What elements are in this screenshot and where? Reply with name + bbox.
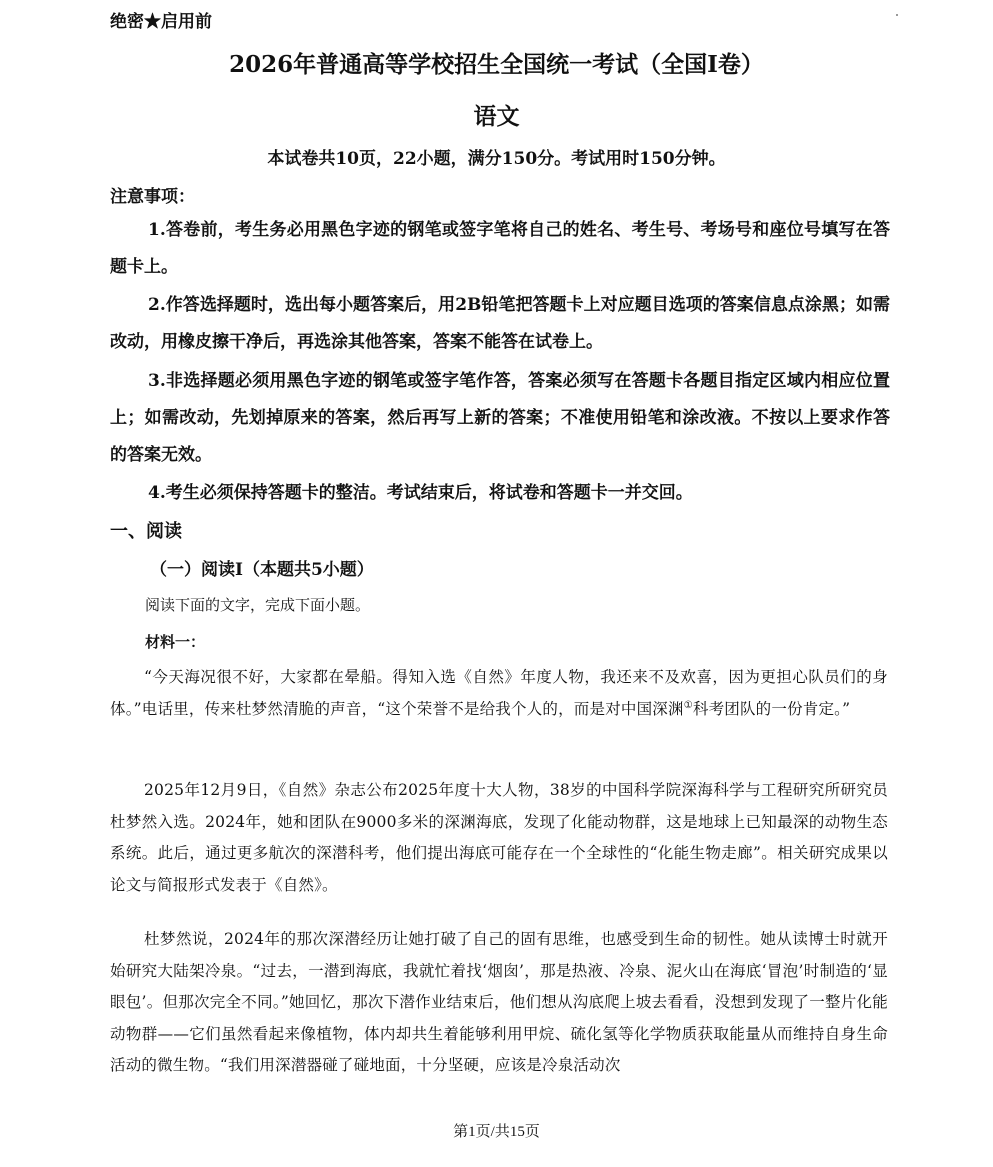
notice-item-2: 2.作答选择题时，选出每小题答案后，用2B铅笔把答题卡上对应题目选项的答案信息点涂黑；如需改动，用橡皮擦干净后，再选涂其他答案，答案不能答在试卷上。 (110, 295, 890, 352)
paragraph-1-text: “今天海况很不好，大家都在晕船。得知入选《自然》年度人物，我还来不及欢喜，因为更担心队员们的身体。”电话里，传来杜梦然清脆的声音，“这个荣誉不是给我个人的，而是对中国深渊 (110, 668, 888, 718)
secret-mark: 绝密★启用前 (110, 12, 212, 32)
subject-title: 语文 (473, 103, 520, 130)
scan-dot (896, 14, 898, 16)
paragraph-1 (110, 662, 888, 725)
subsection-heading: （一）阅读I（本题共5小题） (150, 560, 374, 580)
exam-info: 本试卷共10页，22小题，满分150分。考试用时150分钟。 (267, 149, 726, 169)
paragraph-3: 杜梦然说，2024年的那次深潜经历让她打破了自己的固有思维，也感受到生命的韧性。她从读博士时就开始研究大陆架冷泉。“过去，一潜到海底，我就忙着找‘烟囱’，那是热液、冷泉、泥火山在海底‘冒泡’时制造的‘显眼包’。但那次完全不同。”她回忆，那次下潜作业结束后，他们想从沟底爬上坡去看看，没想到发现了一整片化能动物群——它们虽然看起来像植物，体内却共生着能够利用甲烷、硫化氢等化学物质获取能量从而维持自身生命活动的微生物。“我们用深潜器碰了碰地面，十分坚硬，应该是冷泉活动次 (110, 930, 888, 1074)
notice-item-3: 3.非选择题必须用黑色字迹的钢笔或签字笔作答，答案必须写在答题卡各题目指定区域内相应位置上；如需改动，先划掉原来的答案，然后再写上新的答案；不准使用铅笔和涂改液。不按以上要求作答的答案无效。 (110, 371, 890, 465)
notice-heading: 注意事项： (110, 187, 195, 207)
reading-instruction: 阅读下面的文字，完成下面小题。 (145, 596, 371, 614)
page-number: 第1页/共15页 (453, 1124, 540, 1140)
paragraph-1-text-end: 科考团队的一份肯定。” (692, 699, 851, 718)
paragraph-2: 2025年12月9日，《自然》杂志公布2025年度十大人物，38岁的中国科学院深海科学与工程研究所研究员杜梦然入选。2024年，她和团队在9000多米的深渊海底，发现了化能动物群，这是地球上已知最深的动物生态系统。此后，通过更多航次的深潜科考，他们提出海底可能存在一个全球性的“化能生物走廊”。相关研究成果以论文与简报形式发表于《自然》。 (110, 781, 888, 894)
footnote-mark: ① (683, 699, 693, 711)
notice-item-4: 4.考生必须保持答题卡的整洁。考试结束后，将试卷和答题卡一并交回。 (148, 483, 693, 503)
material-label: 材料一： (145, 633, 206, 651)
notice-item-1: 1.答卷前，考生务必用黑色字迹的钢笔或签字笔将自己的姓名、考生号、考场号和座位号填写在答题卡上。 (110, 220, 890, 277)
exam-title: 2026年普通高等学校招生全国统一考试（全国I卷） (229, 51, 764, 78)
section-heading: 一、阅读 (110, 521, 182, 542)
